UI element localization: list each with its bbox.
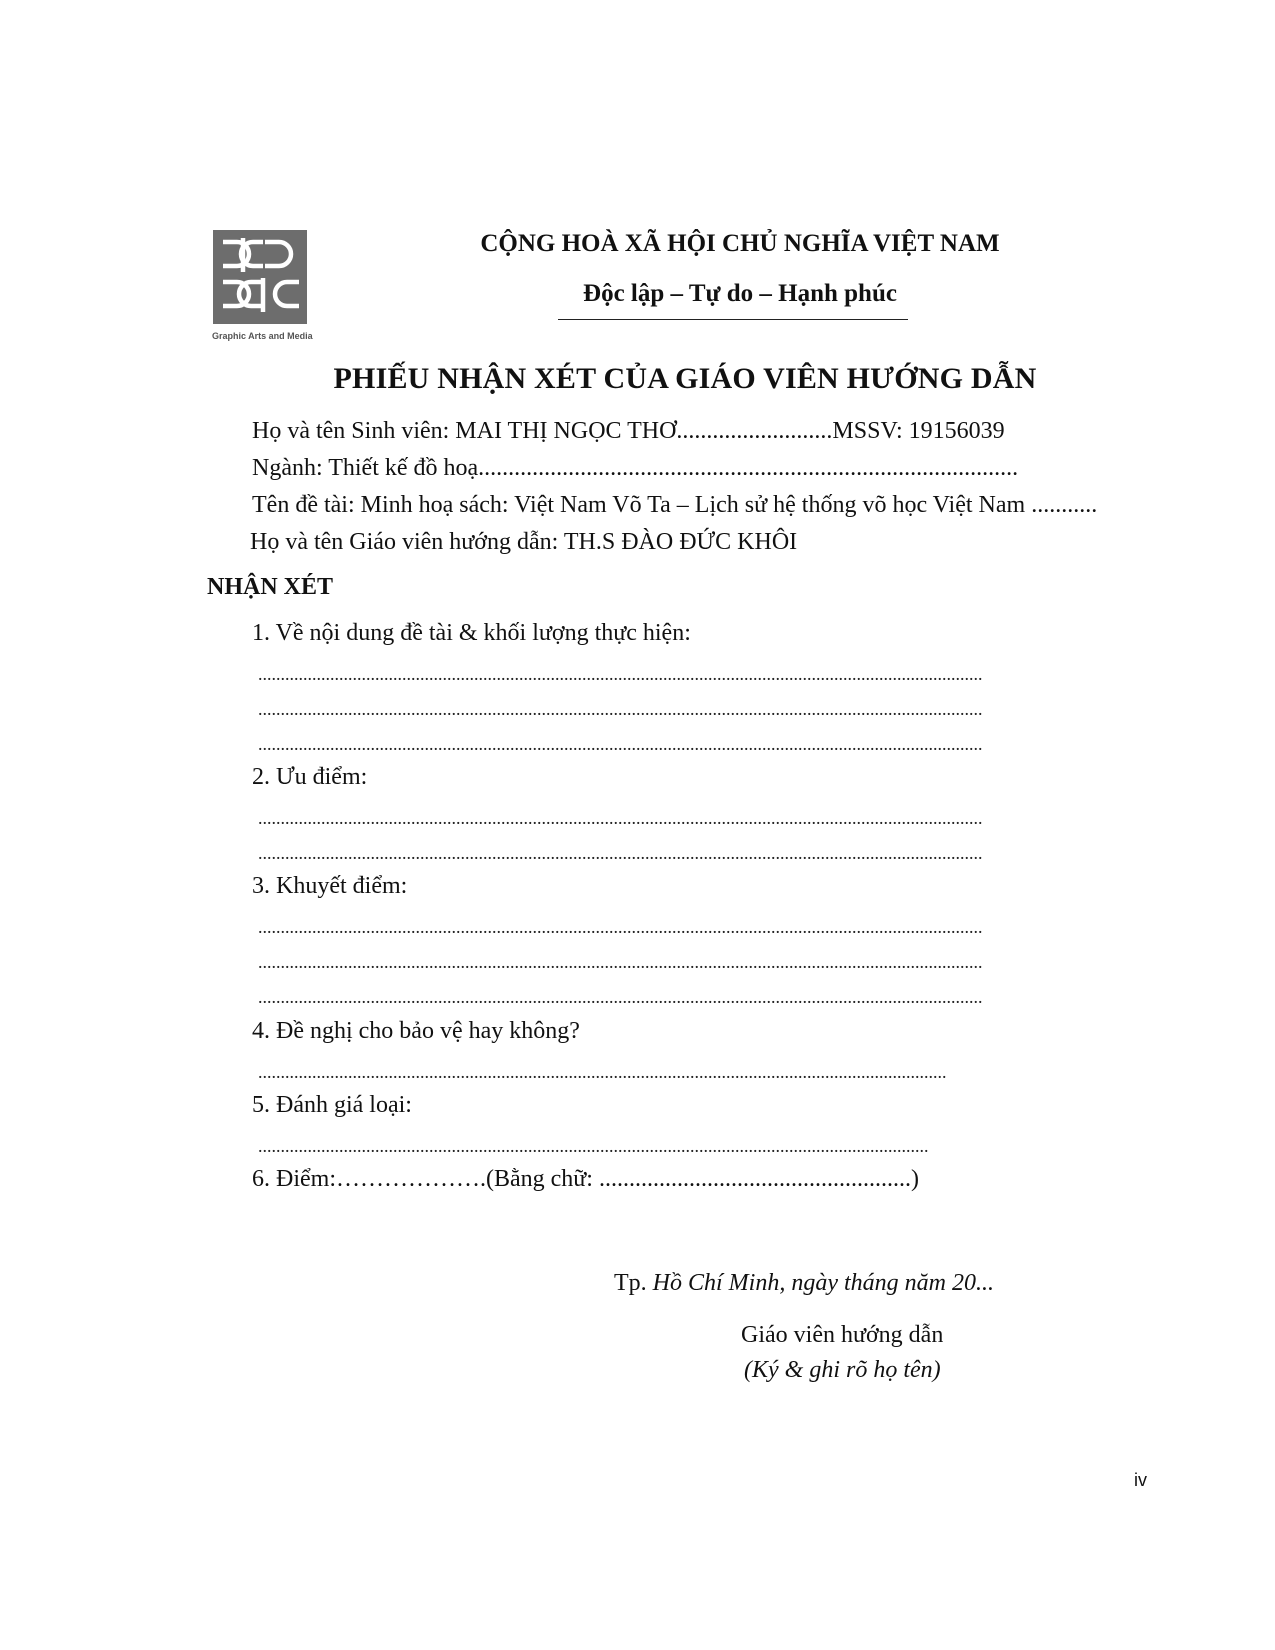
question-defense: 4. Đề nghị cho bảo vệ hay không?: [252, 1018, 580, 1044]
answer-line[interactable]: .................................................................................................................................................................: [258, 664, 983, 684]
answer-line[interactable]: .........................................................................................................................................................: [258, 1062, 947, 1082]
question-rating: 5. Đánh giá loại:: [252, 1092, 412, 1118]
motto: Độc lập – Tự do – Hạnh phúc: [583, 280, 897, 307]
answer-line[interactable]: .................................................................................................................................................................: [258, 808, 983, 828]
section-title: NHẬN XÉT: [207, 574, 334, 600]
question-weaknesses: 3. Khuyết điểm:: [252, 873, 408, 899]
page-number: iv: [1134, 1470, 1147, 1490]
answer-line[interactable]: .................................................................................................................................................................: [258, 952, 983, 972]
logo-caption: Graphic Arts and Media: [212, 331, 313, 341]
answer-line[interactable]: .....................................................................................................................................................: [258, 1136, 929, 1156]
topic-info: Tên đề tài: Minh hoạ sách: Việt Nam Võ Ta – Lịch sử hệ thống võ học Việt Nam ...........: [252, 492, 1098, 518]
signature-date-text: Hồ Chí Minh, ngày tháng năm 20...: [652, 1270, 994, 1296]
answer-line[interactable]: .................................................................................................................................................................: [258, 987, 983, 1007]
answer-line[interactable]: .................................................................................................................................................................: [258, 734, 983, 754]
signature-city-prefix: Tp.: [614, 1270, 647, 1296]
question-content: 1. Về nội dung đề tài & khối lượng thực hiện:: [252, 620, 691, 646]
advisor-info: Họ và tên Giáo viên hướng dẫn: TH.S ĐÀO ĐỨC KHÔI: [250, 529, 798, 555]
signature-role: Giáo viên hướng dẫn: [741, 1322, 944, 1348]
national-heading: CỘNG HOÀ XÃ HỘI CHỦ NGHĨA VIỆT NAM: [480, 230, 1000, 257]
signature-note: (Ký & ghi rõ họ tên): [744, 1357, 941, 1383]
answer-line[interactable]: .................................................................................................................................................................: [258, 917, 983, 937]
answer-line[interactable]: .................................................................................................................................................................: [258, 843, 983, 863]
form-title: PHIẾU NHẬN XÉT CỦA GIÁO VIÊN HƯỚNG DẪN: [333, 362, 1037, 395]
major-info: Ngành: Thiết kế đồ hoạ..........................................................................................: [252, 455, 1019, 481]
student-info: Họ và tên Sinh viên: MAI THỊ NGỌC THƠ..........................MSSV: 19156039: [252, 418, 1005, 444]
signature-date: [614, 1270, 994, 1297]
question-score: 6. Điểm:……………….(Bằng chữ: ....................................................): [252, 1166, 919, 1192]
answer-line[interactable]: .................................................................................................................................................................: [258, 699, 983, 719]
motto-underline: [558, 319, 908, 320]
question-strengths: 2. Ưu điểm:: [252, 764, 368, 790]
